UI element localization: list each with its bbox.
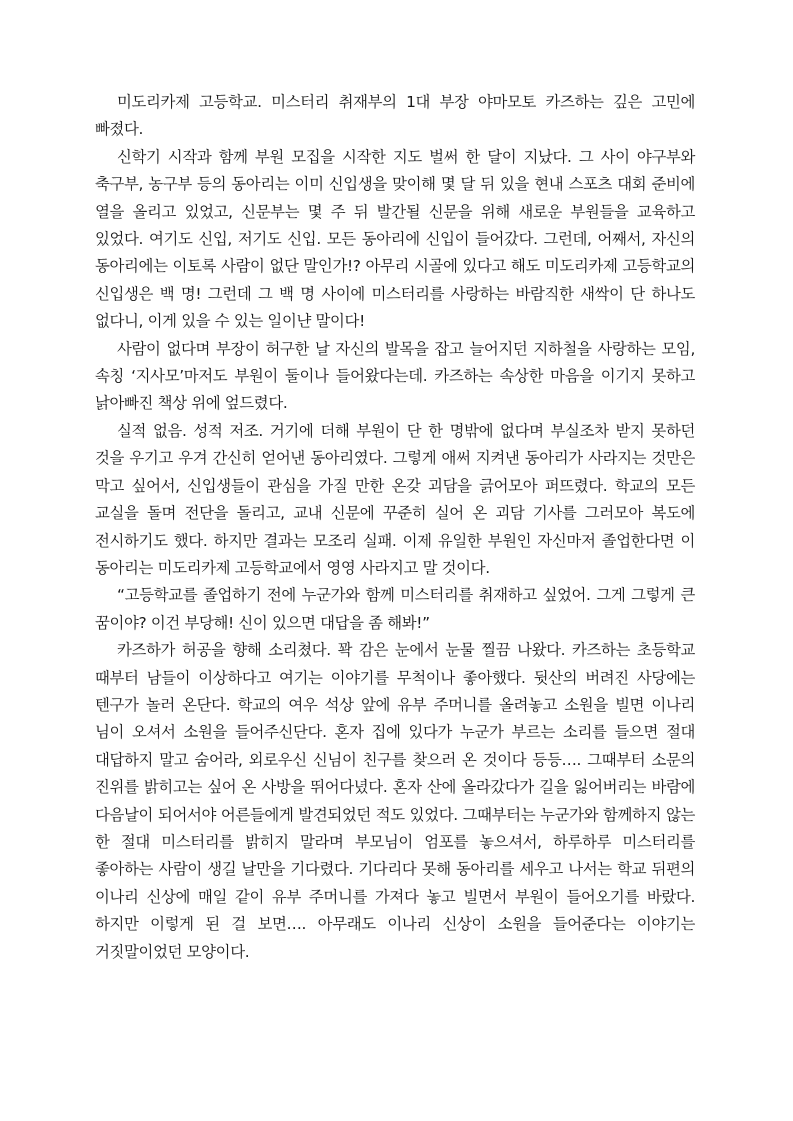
body-text	[95, 89, 695, 966]
paragraph: 사람이 없다며 부장이 허구한 날 자신의 발목을 잡고 늘어지던 지하철을 사랑하는 모임, 속칭 ‘지사모’마저도 부원이 둘이나 들어왔다는데. 카즈하는 속상한 마음을 이기지 못하고 낡아빠진 책상 위에 엎드렸다.	[95, 339, 695, 413]
paragraph: “고등학교를 졸업하기 전에 누군가와 함께 미스터리를 취재하고 싶었어. 그게 그렇게 큰 꿈이야? 이건 부당해! 신이 있으면 대답을 좀 해봐!”	[95, 586, 695, 632]
paragraph: 신학기 시작과 함께 부원 모집을 시작한 지도 벌써 한 달이 지났다. 그 사이 야구부와 축구부, 농구부 등의 동아리는 이미 신입생을 맞이해 몇 달 뒤 있을 현내 스포츠 대회 준비에 열을 올리고 있었고, 신문부는 몇 주 뒤 발간될 신문을 위해 새로운 부원들을 교육하고 있었다. 여기도 신입, 저기도 신입. 모든 동아리에 신입이 들어갔다. 그런데, 어째서, 자신의 동아리에는 이토록 사람이 없단 말인가!? 아무리 시골에 있다고 해도 미도리카제 고등학교의 신입생은 백 명! 그런데 그 백 명 사이에 미스터리를 사랑하는 바람직한 새싹이 단 하나도 없다니, 이게 있을 수 있는 일이냔 말이다!	[95, 147, 695, 331]
paragraph: 미도리카제 고등학교. 미스터리 취재부의 1대 부장 야마모토 카즈하는 깊은 고민에 빠졌다.	[95, 93, 695, 139]
paragraph: 카즈하가 허공을 향해 소리쳤다. 꽉 감은 눈에서 눈물 찔끔 나왔다. 카즈하는 초등학교 때부터 남들이 이상하다고 여기는 이야기를 무척이나 좋아했다. 뒷산의 버려진 사당에는 텐구가 놀러 온단다. 학교의 여우 석상 앞에 유부 주머니를 올려놓고 소원을 빌면 이나리 님이 오셔서 소원을 들어주신단다. 혼자 집에 있다가 누군가 부르는 소리를 들으면 절대 대답하지 말고 숨어라, 외로우신 신님이 친구를 찾으러 온 것이다 등등…. 그때부터 소문의 진위를 밝히고는 싶어 온 사방을 뛰어다녔다. 혼자 산에 올라갔다가 길을 잃어버리는 바람에 다음날이 되어서야 어른들에게 발견되었던 적도 있었다. 그때부터는 누군가와 함께하지 않는 한 절대 미스터리를 밝히지 말라며 부모님이 엄포를 놓으셔서, 하루하루 미스터리를 좋아하는 사람이 생길 날만을 기다렸다. 기다리다 못해 동아리를 세우고 나서는 학교 뒤편의 이나리 신상에 매일 같이 유부 주머니를 가져다 놓고 빌면서 부원이 들어오기를 바랐다. 하지만 이렇게 된 걸 보면…. 아무래도 이나리 신상이 소원을 들어준다는 이야기는 거짓말이었던 모양이다.	[95, 641, 695, 961]
paragraph: 실적 없음. 성적 저조. 거기에 더해 부원이 단 한 명밖에 없다며 부실조차 받지 못하던 것을 우기고 우겨 간신히 얻어낸 동아리였다. 그렇게 애써 지켜낸 동아리가 사라지는 것만은 막고 싶어서, 신입생들이 관심을 가질 만한 온갖 괴담을 긁어모아 퍼뜨렸다. 학교의 모든 교실을 돌며 전단을 돌리고, 교내 신문에 꾸준히 실어 온 괴담 기사를 그러모아 복도에 전시하기도 했다. 하지만 결과는 모조리 실패. 이제 유일한 부원인 자신마저 졸업한다면 이 동아리는 미도리카제 고등학교에서 영영 사라지고 말 것이다.	[95, 421, 695, 577]
